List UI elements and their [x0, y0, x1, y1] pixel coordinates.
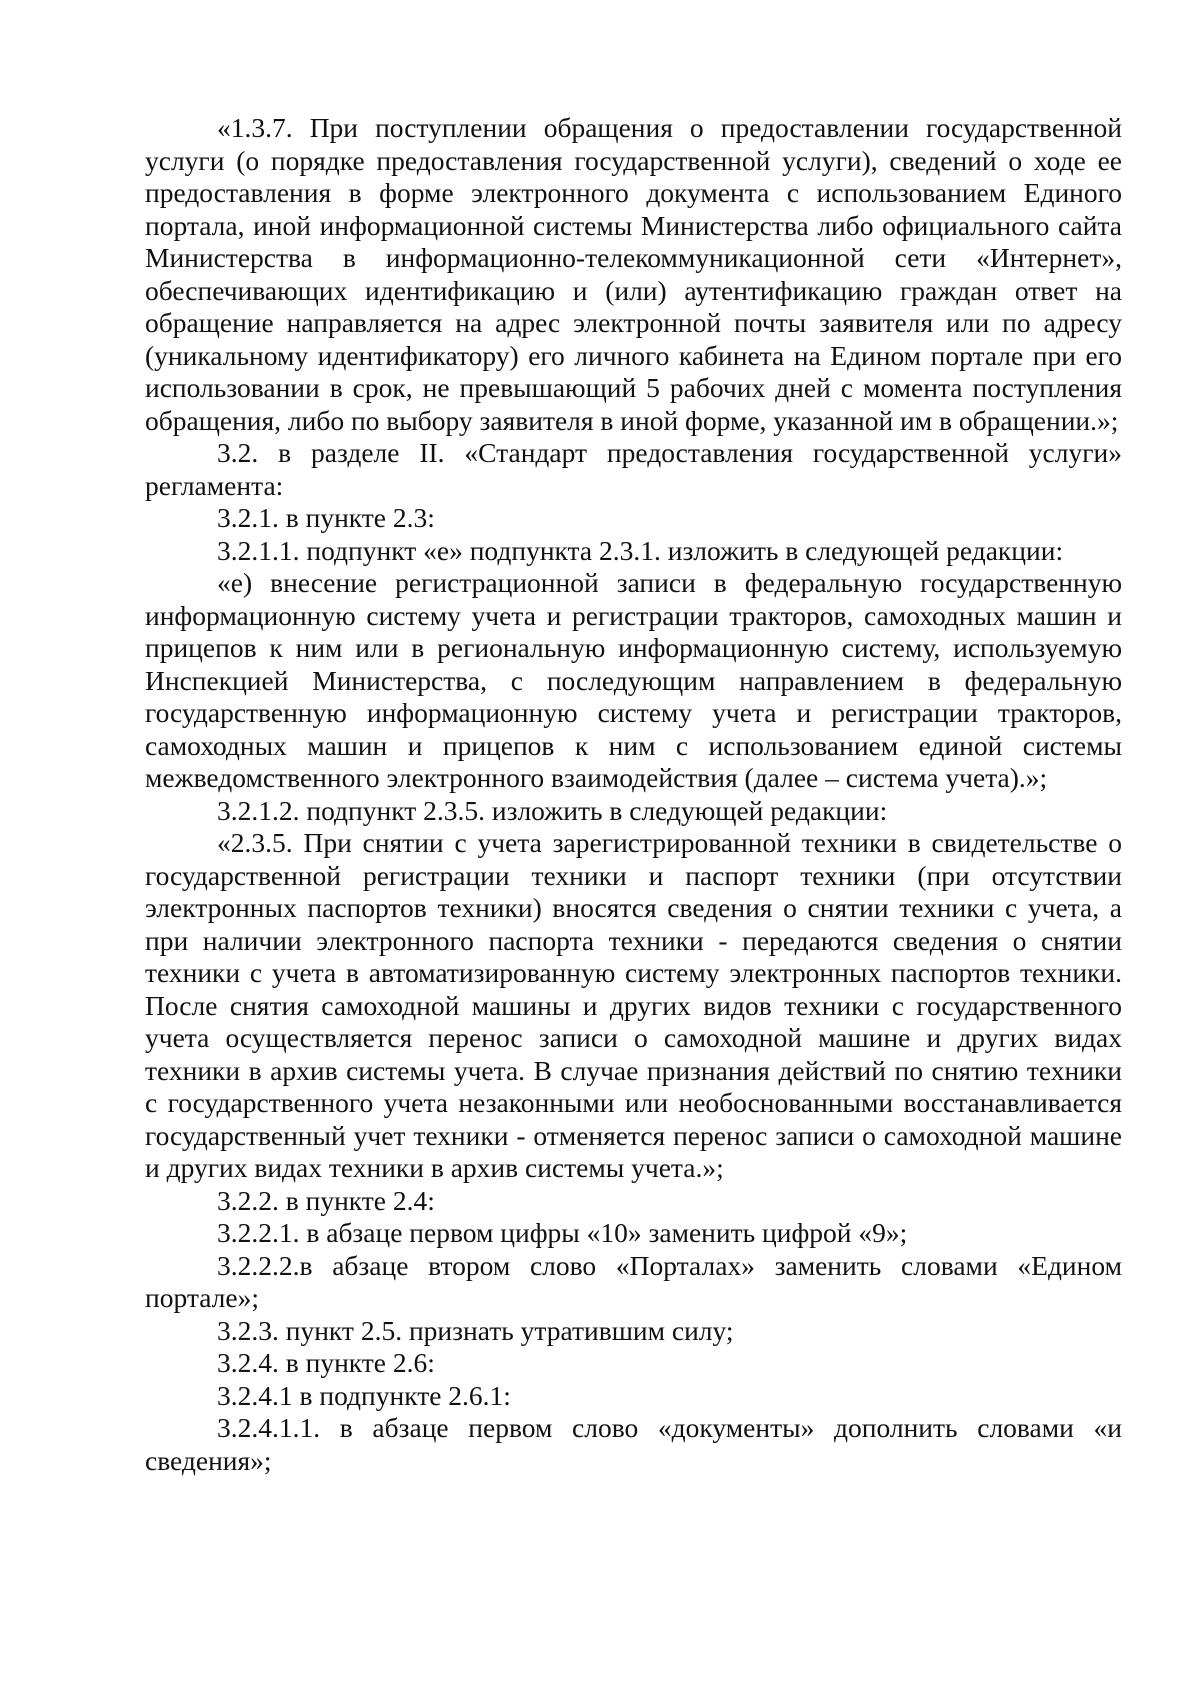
paragraph-3-2-1-1: 3.2.1.1. подпункт «е» подпункта 2.3.1. изложить в следующей редакции:	[217, 534, 1064, 566]
paragraph-3-2-4: 3.2.4. в пункте 2.6:	[217, 1347, 435, 1378]
paragraph-3-2-3: 3.2.3. пункт 2.5. признать утратившим силу;	[217, 1314, 734, 1346]
paragraph-2-3-5: «2.3.5. При снятии с учета зарегистрированной техники в свидетельстве о государственной регистрации техники и паспорт техники (при отсутствии электронных паспортов техники) вносятся сведения о снятии техники с учета, а при наличии электронного паспорта техники - передаются сведения о снятии техники с учета в автоматизированную систему электронных паспортов техники. После снятия самоходной машины и других видов техники с государственного учета осуществляется перенос записи о самоходной машине и других видах техники в архив системы учета. В случае признания действий по снятию техники с государственного учета незаконными или необоснованными восстанавливается государственный учет техники - отменяется перенос записи о самоходной машине и других видах техники в архив системы учета.»;	[145, 827, 1122, 1183]
paragraph-3-2-2-2: 3.2.2.2.в абзаце втором слово «Порталах» заменить словами «Едином портале»;	[145, 1249, 1122, 1313]
paragraph-3-2-2-1: 3.2.2.1. в абзаце первом цифры «10» заменить цифрой «9»;	[217, 1217, 908, 1248]
paragraph-3-2: 3.2. в разделе II. «Стандарт предоставления государственной услуги» регламента:	[145, 437, 1122, 501]
paragraph-1-3-7: «1.3.7. При поступлении обращения о предоставлении государственной услуги (о порядке предоставления государственной услуги), сведений о ходе ее предоставления в форме электронного документа с использованием Единого портала, иной информационной системы Министерства либо официального сайта Министерства в информационно-телекоммуникационной сети «Интернет», обеспечивающих идентификацию и (или) аутентификацию граждан ответ на обращение направляется на адрес электронной почты заявителя или по адресу (уникальному идентификатору) его личного кабинета на Едином портале при его использовании в срок, не превышающий 5 рабочих дней с момента поступления обращения, либо по выбору заявителя в иной форме, указанной им в обращении.»;	[145, 112, 1122, 436]
document-page	[145, 112, 1122, 1477]
paragraph-3-2-4-1-1: 3.2.4.1.1. в абзаце первом слово «документы» дополнить словами «и сведения»;	[145, 1412, 1122, 1476]
paragraph-3-2-1: 3.2.1. в пункте 2.3:	[217, 502, 435, 533]
paragraph-3-2-1-2: 3.2.1.2. подпункт 2.3.5. изложить в следующей редакции:	[217, 794, 888, 826]
paragraph-3-2-4-1: 3.2.4.1 в подпункте 2.6.1:	[217, 1379, 511, 1411]
paragraph-3-2-2: 3.2.2. в пункте 2.4:	[217, 1184, 435, 1216]
paragraph-subitem-e: «е) внесение регистрационной записи в федеральную государственную информационную систему учета и регистрации тракторов, самоходных машин и прицепов к ним или в региональную информационную систему, используемую Инспекцией Министерства, с последующим направлением в федеральную государственную информационную систему учета и регистрации тракторов, самоходных машин и прицепов к ним с использованием единой системы межведомственного электронного взаимодействия (далее – система учета).»;	[145, 567, 1122, 793]
